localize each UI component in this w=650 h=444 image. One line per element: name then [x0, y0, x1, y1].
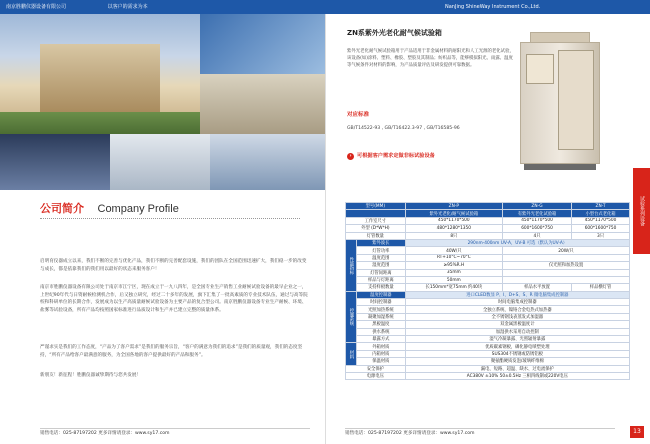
table-cell: 外型 (D*W*H): [346, 225, 406, 232]
table-cell: 光照加热系统: [357, 306, 406, 313]
table-cell: 内箱材质: [357, 350, 406, 357]
photo-collage: [0, 14, 325, 190]
table-cell: 8只: [405, 232, 502, 239]
table-cell: 聚氨酯硬质发泡/玻璃纤维棉: [405, 358, 629, 365]
table-header-cell: 小型台式老化箱: [572, 210, 630, 217]
table-cell: [503, 269, 630, 276]
section-label: 材料: [346, 343, 357, 365]
table-row: [346, 336, 630, 343]
table-cell: 450*1170*500: [503, 217, 572, 224]
table-cell: 全不锈钢浅表蒸发式加湿器: [405, 313, 629, 320]
table-row: [346, 262, 630, 269]
table-cell: 20W/只: [503, 247, 630, 254]
table-row: [346, 321, 630, 328]
table-cell: 样品水平放置: [503, 284, 572, 291]
section-label: 性能指标: [346, 239, 357, 291]
closing-paragraph: 新朋友！新征程！胜鹏仪器诚挚期待与您共发展！: [40, 373, 142, 378]
right-company-name: NanJing ShineWay Instrument Co.,Ltd.: [445, 4, 541, 10]
table-cell: 保温材质: [357, 358, 406, 365]
table-cell: 湿度范围: [357, 262, 406, 269]
table-band-row: [346, 291, 630, 298]
table-row: [346, 358, 630, 365]
table-cell: 电源电压: [346, 372, 406, 379]
table-cell: 仅光照和加热设置: [503, 262, 630, 269]
table-row: [346, 313, 630, 320]
left-footer: 销售电话：025-87197202 更多详情请登录：www.sy17.com: [40, 428, 310, 438]
table-cell: 时间控制器: [357, 299, 406, 306]
table-cell: 灯管功率: [357, 247, 406, 254]
side-tab: 试验系列设备: [633, 168, 650, 254]
table-cell: 漏电、短路、超温、缺水、过电流保护: [405, 365, 629, 372]
product-machine-image: [516, 32, 604, 182]
table-cell: 紫外波长: [357, 239, 406, 246]
page-number: 13: [630, 426, 644, 438]
table-cell: 290nm-400nm UV-A，UV-B 可选（默认为UV-A）: [405, 239, 629, 246]
table-row: [346, 350, 630, 357]
table-row: [346, 306, 630, 313]
table-cell: 3只: [572, 232, 630, 239]
table-cell: 450*1170*500: [405, 217, 502, 224]
table-cell: 灯管间距离: [357, 269, 406, 276]
table-row: [346, 247, 630, 254]
right-footer: 销售电话：025-87197202 更多详情请登录：www.sy17.com: [345, 428, 615, 438]
table-cell: 温度控制器: [357, 291, 406, 298]
table-cell: 优质碳素钢板，磷化静电喷塑处理: [405, 343, 629, 350]
table-cell: SUS304不锈钢或防锈铝板: [405, 350, 629, 357]
table-cell: [503, 254, 630, 261]
building-photo: [0, 14, 200, 134]
table-cell: 进口CLED数显 P、I、D+S、S、R 微电脑集成控制器: [405, 291, 629, 298]
table-header-cell: [346, 210, 406, 217]
table-cell: ≥95%R.H: [405, 262, 502, 269]
table-cell: 样品与灯距离: [357, 276, 406, 283]
table-cell: AC380V ±10% 50±0.5Hz 三相四线制或220V电压: [405, 372, 629, 379]
table-cell: 长150mm*宽75mm 约40块: [405, 284, 502, 291]
company-paragraph: 南京市胜鹏仪器设备有限公司处于南京市江宁区，现在成立于一九八四年，是全国专业生产销售工业耐候试验设备的最早企业之一，上世纪90年代与日资耐候检测机合作，后又独立研究，经过二十多年的发展，旗下汇集了一批高素质的专业技术队伍，通过与高等院校和科研单位的长期合作，发展成为以生产高质量耐候试验设备为主要产品的复合型公司。南京胜鹏仪器设备专业生产耐候、环境、盐雾等试验设备，所有产品均按照国家标准进行品质设计和生产并已建立完整的质量体系。: [40, 285, 308, 313]
table-row: [346, 343, 630, 350]
table-cell: 40W/只: [405, 247, 502, 254]
standards-line: GB/T14522-93 , GB/T16422.3-97 , GB/T16585-96: [347, 126, 460, 131]
table-subheader-row: [346, 210, 630, 217]
table-row: [346, 299, 630, 306]
heading-divider: [40, 218, 300, 220]
table-cell: 工作室尺寸: [346, 217, 406, 224]
table-cell: 外箱材质: [357, 343, 406, 350]
table-cell: 全独立系统、镍铬合金电热式加热器: [405, 306, 629, 313]
table-row: [346, 225, 630, 232]
table-row: [346, 284, 630, 291]
table-cell: RT+10°C~70°C: [405, 254, 502, 261]
section-heading: [40, 200, 179, 216]
table-row: [346, 372, 630, 379]
table-header-cell: ZN-G: [503, 203, 572, 210]
custom-note-text: 可根据客户需求定做非标试验设备: [357, 153, 435, 159]
table-cell: 安全保护: [346, 365, 406, 372]
custom-note: [347, 152, 435, 160]
table-cell: 温度范围: [357, 254, 406, 261]
philosophy-paragraph: 严谨求实是我们的工作态度，“产品为了客户需求”是我们的服务宗旨，“客户的满意为我们的追求”是我们的质量观，我们的态度坚持，“所有产品给客户最满意的服务，为全国各地的客户提供最好的产品和服务”。: [40, 345, 303, 358]
table-cell: 黑板温度: [357, 321, 406, 328]
lobby-photo: [210, 134, 325, 190]
table-cell: 480*1280*1350: [405, 225, 502, 232]
table-row: [346, 269, 630, 276]
left-slogan: 以客户的需求为本: [107, 4, 148, 10]
table-row: [346, 276, 630, 283]
arrow-icon: ›: [347, 153, 354, 160]
table-header-cell: 紫外光老化/耐气候试验箱: [405, 210, 502, 217]
table-cell: 50mm: [405, 276, 502, 283]
product-title: ZN系紫外光老化耐气候试验箱: [347, 29, 442, 37]
table-header-cell: 型号(MM): [346, 203, 406, 210]
table-cell: 湿气冷凝暴露、光照辐射暴露: [405, 336, 629, 343]
meeting-room-photo: [0, 134, 110, 190]
standards-title: 对应标准: [347, 112, 370, 118]
spec-table: [345, 202, 630, 380]
table-cell: 35mm: [405, 269, 502, 276]
table-cell: 灯管数量: [346, 232, 406, 239]
table-header-cell: 有紫外光老化试验箱: [503, 210, 572, 217]
office-photo: [200, 74, 325, 134]
exterior-photo: [200, 14, 325, 74]
right-topbar: [325, 0, 650, 14]
table-cell: 供水系统: [357, 328, 406, 335]
table-cell: 支持样板数量: [357, 284, 406, 291]
table-cell: 暴露方式: [357, 336, 406, 343]
left-company-name: 南京胜鹏仪器设备有限公司: [6, 4, 67, 10]
table-cell: 时间电脑集成控制器: [405, 299, 629, 306]
table-cell: 样品横灯管: [572, 284, 630, 291]
section-label: 控制系统: [346, 291, 357, 343]
table-row: [346, 254, 630, 261]
table-header-cell: ZN-P: [405, 203, 502, 210]
table-band-row: [346, 239, 630, 246]
table-row: [346, 217, 630, 224]
intro-paragraph: 启明育仪器成立以来，我们不断的完善与优化产品，我们不断的完善配套设施，我们的团队在全国范围迅速扩大，我们稳一步的改变与成长，都是依靠我们的我们用以最好的状态来服务客户！: [40, 259, 307, 272]
left-topbar: [0, 0, 325, 14]
table-row: [346, 328, 630, 335]
table-cell: 600*1600*750: [503, 225, 572, 232]
table-cell: 4只: [503, 232, 572, 239]
table-cell: 600*1600*750: [572, 225, 630, 232]
product-description: 紫外光老化耐气候试验箱用于产品适用于非金属材料的耐阳光和人工光源的老化试验，该设备(如)涂料、塑料、橡胶、塑胶及其制品；纺织品等，能够模拟阳光、雨露、温度等气候条件对材料的影响，为产品质量评估及研发提供可靠数据。: [347, 49, 514, 69]
hall-photo: [110, 134, 210, 190]
heading-en: Company Profile: [97, 203, 179, 215]
table-row: [346, 365, 630, 372]
table-header-cell: ZN-T: [572, 203, 630, 210]
table-row: [346, 232, 630, 239]
table-cell: 凝聚加湿系统: [357, 313, 406, 320]
table-cell: 450*1170*500: [572, 217, 630, 224]
table-cell: [503, 276, 630, 283]
table-header-row: [346, 203, 630, 210]
table-cell: 加湿供水采用自动控制: [405, 328, 629, 335]
table-cell: 双金属黑板温度计: [405, 321, 629, 328]
heading-cn: 公司简介: [40, 202, 84, 215]
